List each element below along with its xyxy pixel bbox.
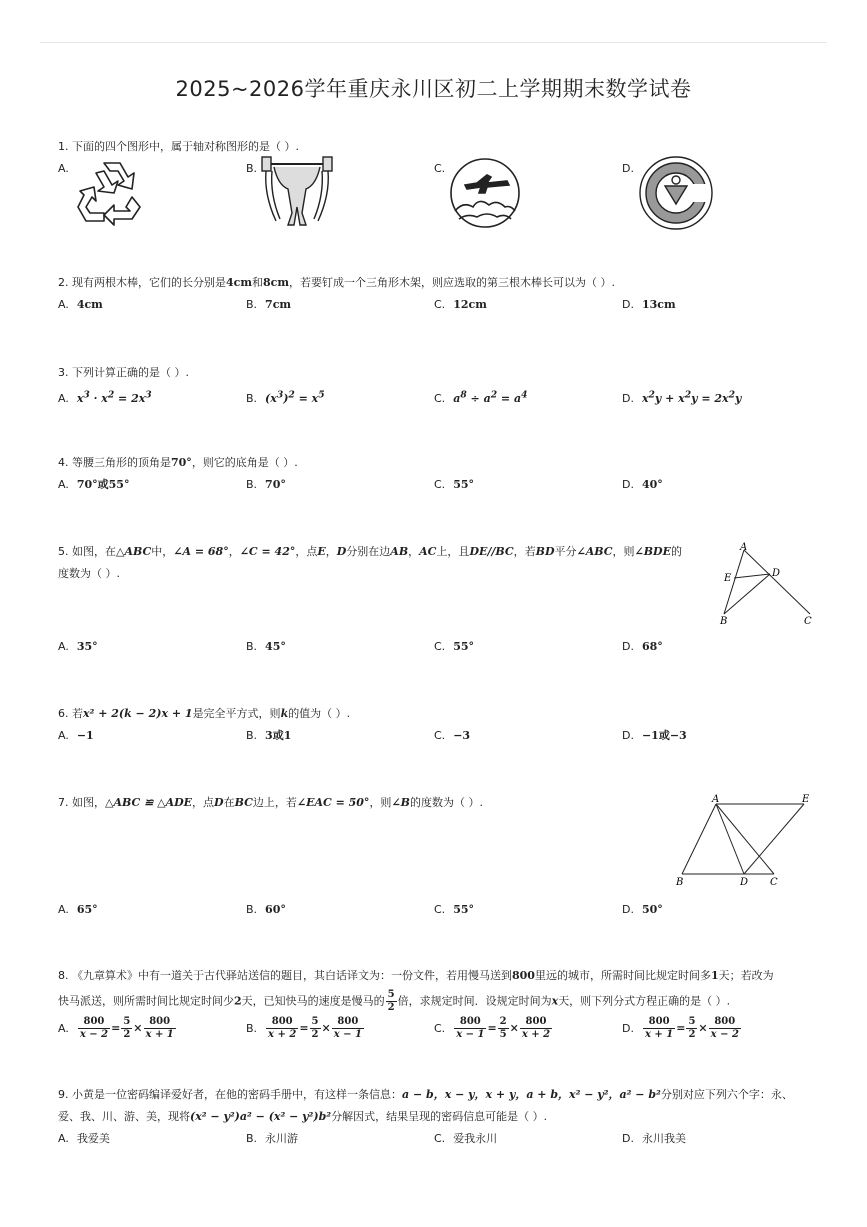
option-b	[246, 1128, 298, 1150]
question-6	[58, 703, 818, 747]
math-term: a − b，x − y，x + y，a + b，x² − y²，a² − b²	[402, 1088, 661, 1101]
numerator: 5	[688, 1016, 696, 1027]
option-a	[58, 384, 152, 410]
stem-text: ，若要钉成一个三角形木架，则应选取的第三根木棒长可以为（ ）.	[289, 276, 615, 289]
option-text: $x^3 \cdot x^2 = 2x^3$	[76, 389, 152, 405]
option-text: 45°	[265, 640, 286, 653]
option-label: C.	[434, 1132, 446, 1145]
denominator: 2	[688, 1029, 696, 1040]
c-logo-icon	[637, 154, 715, 232]
option-label: A.	[58, 391, 69, 405]
math-term: BC	[234, 796, 253, 809]
math-term: DE//BC	[469, 545, 514, 558]
fraction	[454, 1016, 486, 1041]
option-d	[622, 1016, 742, 1041]
fraction	[332, 1016, 364, 1041]
label-c: C	[804, 616, 812, 627]
fraction	[709, 1016, 741, 1041]
math-term: E	[317, 545, 326, 558]
math-term: k	[280, 707, 289, 720]
option-c	[434, 474, 474, 496]
option-label: C.	[434, 1021, 446, 1035]
option-d	[622, 899, 663, 921]
question-2-stem	[58, 272, 818, 294]
page-title: 2025~2026学年重庆永川区初二上学期期末数学试卷	[175, 77, 692, 101]
option-label: B.	[246, 391, 258, 405]
label-e: E	[802, 794, 810, 805]
option-a	[58, 474, 129, 496]
q5-triangle-figure	[718, 540, 818, 628]
stem-text: 快马派送，则所需时间比规定时间少	[58, 994, 234, 1008]
option-text: 40°	[641, 478, 663, 491]
denominator: x − 2	[710, 1029, 739, 1040]
option-label: C.	[434, 903, 446, 916]
question-1-stem: 1. 下面的四个图形中，属于轴对称图形的是（ ）.	[58, 140, 299, 153]
stem-text: 6. 若	[58, 707, 83, 720]
option-text: −1或−3	[641, 729, 687, 742]
option-text: 50°	[641, 903, 663, 916]
option-label: C.	[434, 298, 446, 311]
equals: =	[676, 1021, 686, 1035]
option-text: $(x^3)^2 = x^5$	[265, 389, 325, 405]
option-label: D.	[622, 640, 634, 653]
question-5-stem-line2: 度数为（ ）.	[58, 567, 120, 580]
option-text: 55°	[453, 478, 474, 491]
stem-text: ，点	[295, 545, 318, 558]
option-label: A.	[58, 729, 69, 742]
option-text: 永川游	[265, 1132, 299, 1145]
option-label: D.	[622, 1132, 634, 1145]
question-8-stem	[58, 965, 818, 987]
label-b: B	[720, 616, 728, 627]
option-label: B.	[246, 640, 258, 653]
denominator: x + 1	[644, 1029, 674, 1040]
math-term: x	[551, 994, 559, 1008]
math-term: ∠C = 42°	[239, 545, 296, 558]
math-term: D	[214, 796, 224, 809]
math-term: ∠B	[391, 796, 410, 809]
option-c	[434, 899, 474, 921]
math-term: AB	[390, 545, 409, 558]
math-term: AC	[419, 545, 437, 558]
option-label: A.	[58, 478, 69, 491]
stem-text: 的度数为（ ）.	[409, 796, 483, 809]
math-term: BD	[535, 545, 555, 558]
option-text: 12cm	[453, 298, 487, 311]
question-7-options	[58, 899, 818, 921]
times: ×	[133, 1021, 143, 1035]
option-text: 爱我永川	[453, 1132, 498, 1145]
question-5-options	[58, 636, 818, 658]
option-label: B.	[246, 729, 258, 742]
option-c	[434, 384, 527, 410]
math-term: ∠EAC = 50°	[296, 796, 370, 809]
stem-text: ，则	[369, 796, 392, 809]
stem-text: 中，	[151, 545, 174, 558]
option-b	[246, 474, 286, 496]
stem-text: ，则	[612, 545, 635, 558]
option-b	[246, 899, 286, 921]
option-b-label: B.	[246, 162, 258, 175]
option-text: 3或1	[265, 729, 292, 742]
option-b	[246, 384, 325, 410]
option-d	[622, 636, 663, 658]
option-b	[246, 1016, 365, 1041]
times: ×	[698, 1021, 708, 1035]
apex-angle: 70°	[171, 456, 192, 469]
option-a	[58, 1128, 110, 1150]
stem-text: 里远的城市，所需时间比规定时间多	[534, 969, 711, 982]
stem-text: 天，则下列分式方程正确的是（ ）.	[558, 994, 731, 1008]
stem-text: 的	[670, 545, 682, 558]
stem-text: 是完全平方式，则	[192, 707, 281, 720]
numerator: 800	[454, 1016, 486, 1029]
denominator: 2	[387, 1002, 395, 1013]
length-1: 4cm	[226, 276, 252, 289]
times: ×	[509, 1021, 519, 1035]
option-b	[246, 636, 286, 658]
option-label: A.	[58, 1021, 69, 1035]
option-label: D.	[622, 729, 634, 742]
question-9-stem-line2	[58, 1106, 818, 1128]
option-label: D.	[622, 1021, 634, 1035]
option-b	[246, 294, 291, 316]
fraction	[121, 1016, 132, 1041]
option-a-label: A.	[58, 162, 69, 175]
denominator: x + 2	[521, 1029, 551, 1040]
math-term: △ABC	[116, 545, 152, 558]
numerator: 800	[332, 1016, 364, 1029]
denominator: x + 1	[145, 1029, 174, 1040]
question-8-stem-line2	[58, 989, 818, 1014]
option-text: −1	[76, 729, 94, 742]
option-c	[434, 636, 474, 658]
stem-text: ，则它的底角是（ ）.	[191, 456, 298, 469]
option-d	[622, 725, 687, 747]
option-a	[58, 899, 98, 921]
stem-text: ，若	[513, 545, 536, 558]
q7-triangle-figure	[672, 790, 814, 890]
fraction	[520, 1016, 552, 1041]
option-label: A.	[58, 903, 69, 916]
denominator: 5	[499, 1029, 507, 1040]
numerator: 5	[311, 1016, 319, 1027]
question-3	[58, 362, 818, 406]
stem-text: 天；若改为	[718, 969, 774, 982]
math-term: ∠A = 68°	[173, 545, 229, 558]
stem-text: 9. 小黄是一位密码编译爱好者，在他的密码手册中，有这样一条信息：	[58, 1088, 402, 1101]
option-label: B.	[246, 1021, 258, 1035]
option-label: C.	[434, 640, 446, 653]
option-label: A.	[58, 640, 69, 653]
numerator: 5	[387, 989, 395, 1000]
option-label: C.	[434, 478, 446, 491]
option-c	[434, 725, 470, 747]
option-text: 我爱美	[76, 1132, 110, 1145]
stem-text: 7. 如图，	[58, 796, 105, 809]
option-c	[434, 1016, 553, 1041]
equals: =	[299, 1021, 309, 1035]
stem-text: 边上，若	[252, 796, 297, 809]
label-a: A	[740, 542, 748, 553]
option-c	[434, 294, 487, 316]
times: ×	[321, 1021, 331, 1035]
math-term: 2	[234, 994, 242, 1008]
option-c	[434, 1128, 497, 1150]
option-d	[622, 384, 741, 410]
option-label: B.	[246, 903, 258, 916]
stem-text: ，点	[192, 796, 215, 809]
numerator: 800	[709, 1016, 741, 1029]
option-text: 68°	[641, 640, 663, 653]
option-a	[58, 294, 103, 316]
option-d	[622, 474, 663, 496]
question-5-stem	[58, 541, 818, 563]
numerator: 2	[499, 1016, 507, 1027]
numerator: 5	[123, 1016, 131, 1027]
denominator: x + 2	[268, 1029, 297, 1040]
option-label: B.	[246, 298, 258, 311]
question-8-options	[58, 1016, 818, 1046]
stem-text: 平分	[554, 545, 577, 558]
fraction	[686, 1016, 697, 1041]
option-a	[58, 636, 98, 658]
plane-clouds-icon	[447, 155, 523, 231]
math-term: 1	[710, 969, 719, 982]
label-a: A	[712, 794, 720, 805]
question-4	[58, 452, 818, 496]
option-text: 13cm	[641, 298, 676, 311]
math-term: △ABC ≌ △ADE	[105, 796, 193, 809]
stem-text: 4. 等腰三角形的顶角是	[58, 456, 171, 469]
stem-text: 倍，求规定时间．设规定时间为	[397, 994, 552, 1008]
fraction	[266, 1016, 298, 1041]
stem-text: ，	[408, 545, 420, 558]
question-8	[58, 965, 818, 1046]
question-9-stem	[58, 1084, 818, 1106]
option-text: $a^8 \div a^2 = a^4$	[453, 389, 528, 405]
option-label: A.	[58, 298, 69, 311]
stem-text: 上，且	[436, 545, 470, 558]
stem-text: 分解因式，结果呈现的密码信息可能是（ ）.	[331, 1110, 548, 1123]
label-b: B	[676, 877, 684, 888]
question-3-stem: 3. 下列计算正确的是（ ）.	[58, 366, 189, 379]
label-d: D	[772, 568, 781, 579]
option-text: 7cm	[265, 298, 292, 311]
option-text: 65°	[76, 903, 98, 916]
numerator: 800	[266, 1016, 298, 1029]
option-a	[58, 1016, 177, 1041]
option-label: B.	[246, 478, 258, 491]
option-text: 55°	[453, 903, 474, 916]
stem-text: 分别对应下列六个字：永、	[660, 1088, 793, 1101]
option-a	[58, 725, 94, 747]
label-c: C	[770, 877, 778, 888]
denominator: x − 1	[456, 1029, 485, 1040]
fraction	[144, 1016, 176, 1041]
numerator: 800	[520, 1016, 552, 1029]
numerator: 800	[144, 1016, 176, 1029]
math-term: ∠ABC	[576, 545, 613, 558]
option-text: $x^2y + x^2y = 2x^2y$	[641, 389, 742, 405]
fraction	[310, 1016, 321, 1041]
option-label: A.	[58, 1132, 69, 1145]
label-e: E	[724, 573, 732, 584]
stem-text: ，	[325, 545, 337, 558]
denominator: 2	[311, 1029, 319, 1040]
math-term: 800	[512, 969, 535, 982]
numerator: 800	[78, 1016, 110, 1029]
option-label: D.	[622, 391, 634, 405]
header-divider	[40, 42, 827, 43]
option-text: 60°	[265, 903, 286, 916]
numerator: 800	[643, 1016, 675, 1029]
option-c-label: C.	[434, 162, 446, 175]
question-9	[58, 1084, 818, 1150]
option-text: 70°	[265, 478, 286, 491]
fraction	[78, 1016, 110, 1041]
recycle-icon	[74, 155, 150, 229]
math-term: x² + 2(k − 2)x + 1	[83, 707, 193, 720]
option-text: 4cm	[76, 298, 103, 311]
denominator: x − 1	[333, 1029, 362, 1040]
fraction	[643, 1016, 675, 1041]
stem-text: 爱、我、川、游、美，现将	[58, 1110, 190, 1123]
equals: =	[111, 1021, 121, 1035]
question-4-stem	[58, 452, 818, 474]
weightlifter-icon	[258, 155, 336, 229]
question-6-stem	[58, 703, 818, 725]
stem-text: 的值为（ ）.	[288, 707, 351, 720]
option-label: D.	[622, 478, 634, 491]
option-text: 永川我美	[641, 1132, 686, 1145]
denominator: 2	[123, 1029, 131, 1040]
option-label: B.	[246, 1132, 258, 1145]
option-text: −3	[453, 729, 471, 742]
question-2	[58, 272, 818, 316]
stem-text: ，	[228, 545, 240, 558]
option-text: 70°或55°	[76, 478, 130, 491]
option-label: C.	[434, 729, 446, 742]
stem-text: 2. 现有两根木棒，它们的长分别是	[58, 276, 226, 289]
question-5	[58, 541, 818, 585]
stem-text: 和	[252, 276, 263, 289]
option-label: D.	[622, 903, 634, 916]
option-d	[622, 294, 676, 316]
equals: =	[487, 1021, 497, 1035]
denominator: x − 2	[79, 1029, 109, 1040]
option-b	[246, 725, 291, 747]
fraction	[386, 989, 397, 1014]
option-d	[622, 1128, 686, 1150]
option-label: D.	[622, 298, 634, 311]
stem-text: 天，已知快马的速度是慢马的	[241, 994, 385, 1008]
label-d: D	[740, 877, 749, 888]
stem-text: 5. 如图，在	[58, 545, 116, 558]
length-2: 8cm	[263, 276, 289, 289]
stem-text: 在	[223, 796, 235, 809]
option-text: 55°	[453, 640, 474, 653]
math-term: (x² − y²)a² − (x² − y²)b²	[190, 1110, 332, 1123]
option-text: 35°	[76, 640, 98, 653]
option-label: C.	[434, 391, 446, 405]
stem-text: 分别在边	[346, 545, 391, 558]
stem-text: 8. 《九章算术》中有一道关于古代驿站送信的题目，其白话译文为：一份文件，若用慢马送到	[58, 969, 512, 982]
math-term: ∠BDE	[634, 545, 671, 558]
fraction	[498, 1016, 509, 1041]
option-d-label: D.	[622, 162, 634, 175]
math-term: D	[336, 545, 347, 558]
